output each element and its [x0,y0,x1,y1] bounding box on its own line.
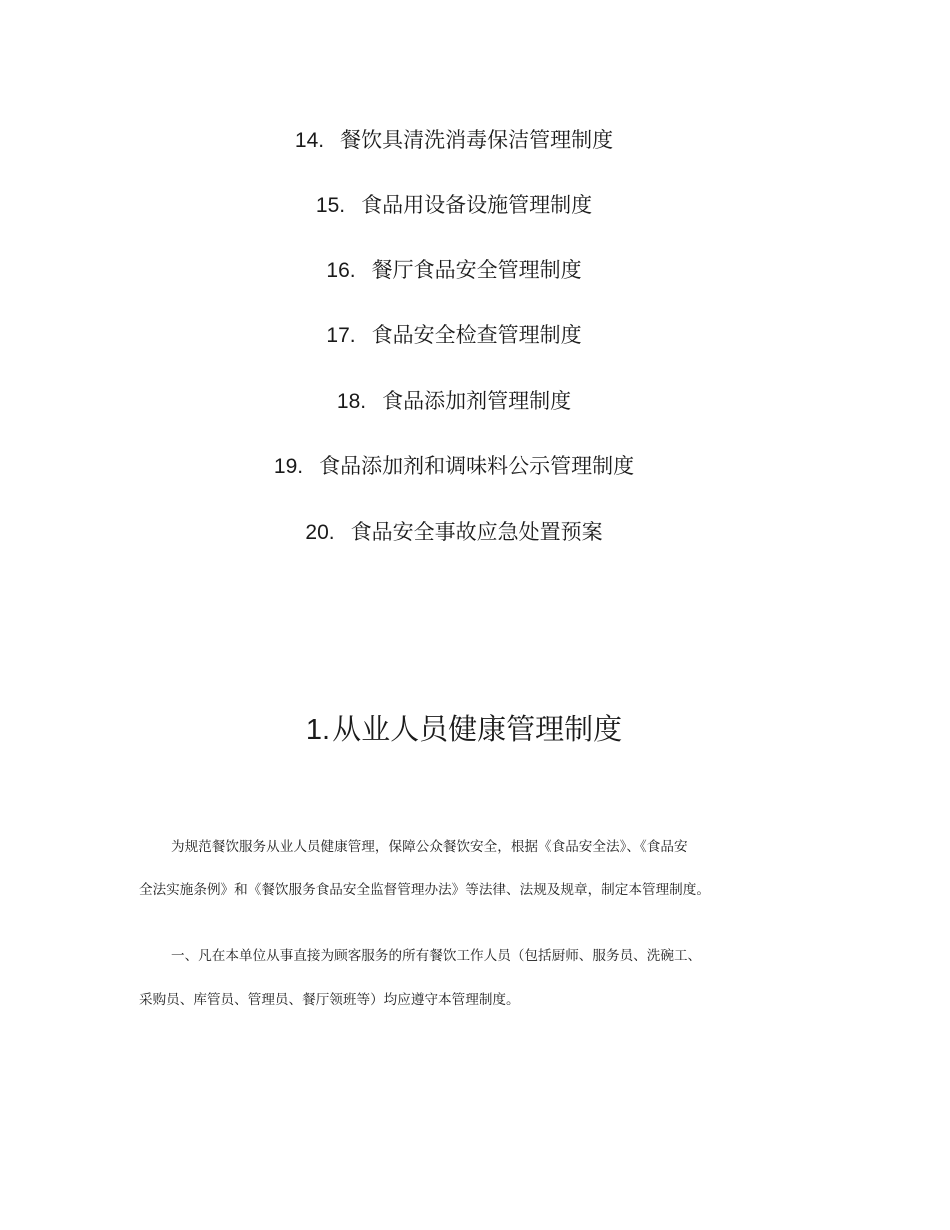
toc-item-17 [0,321,908,350]
toc-item-number: 18. [336,390,367,413]
section-title: 从业人员健康管理制度 [332,712,623,746]
toc-item-number: 15. [315,194,346,217]
toc-item-15 [0,191,908,220]
paragraph-1-line-2: 全法实施条例》和《餐饮服务食品安全监督管理办法》等法律、法规及规章，制定本管理制度。 [139,882,710,898]
toc-item-title: 食品安全事故应急处置预案 [350,520,603,544]
toc-item-number: 19. [273,455,304,478]
toc-item-number: 17. [326,324,356,347]
section-number: 1. [305,714,331,746]
toc-item-title: 食品安全检查管理制度 [371,323,582,347]
section-heading [0,709,928,750]
toc-item-number: 14. [294,129,325,152]
toc-item-14 [0,126,908,155]
toc-item-title: 餐饮具清洗消毒保洁管理制度 [340,128,614,152]
paragraph-2-line-2: 采购员、库管员、管理员、餐厅领班等）均应遵守本管理制度。 [139,992,520,1008]
paragraph-1-line-1: 为规范餐饮服务从业人员健康管理，保障公众餐饮安全，根据《食品安全法》、《食品安 [171,839,688,855]
toc-item-16 [0,256,908,285]
toc-item-title: 食品用设备设施管理制度 [361,193,593,217]
toc-item-title: 食品添加剂和调味料公示管理制度 [319,454,635,478]
toc-item-number: 20. [305,521,335,544]
toc-item-18 [0,387,908,416]
toc-item-number: 16. [326,259,356,282]
toc-item-20 [0,518,908,547]
toc-item-title: 食品添加剂管理制度 [382,389,572,413]
toc-item-19 [0,452,908,481]
toc-item-title: 餐厅食品安全管理制度 [371,258,582,282]
paragraph-2-line-1: 一、凡在本单位从事直接为顾客服务的所有餐饮工作人员（包括厨师、服务员、洗碗工、 [171,948,702,964]
